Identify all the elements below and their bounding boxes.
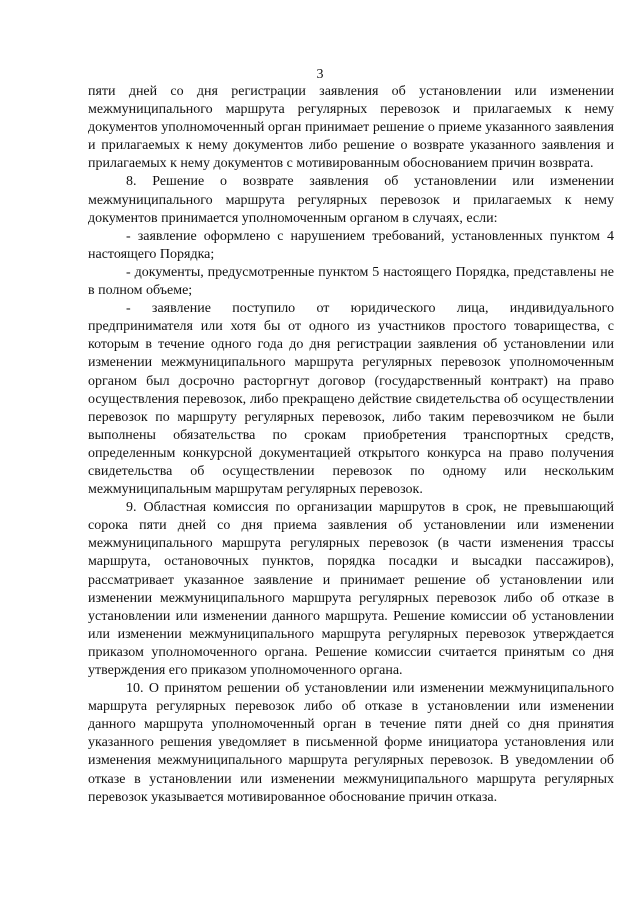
list-item-incomplete-documents: - документы, предусмотренные пунктом 5 настоящего Порядка, представлены не в полном объеме; xyxy=(88,264,614,299)
paragraph-item-10: 10. О принятом решении об установлении или изменении межмуниципального маршрута регулярных перевозок либо об отказе в установлении или изменении данного маршрута уполномоченный орган в течение пяти дней со дня принятия указанного решения уведомляет в письменной форме инициатора установления или изменения межмуниципального маршрута регулярных перевозок. В уведомлении об отказе в установлении или изменении межмуниципального маршрута регулярных перевозок указывается мотивированное обоснование причин отказа. xyxy=(88,681,614,805)
list-item-terminated-contract: - заявление поступило от юридического лица, индивидуального предпринимателя или хотя бы от одного из участников простого товарищества, с которым в течение одного года до дня регистрации заявления об установлении или изменении межмуниципального маршрута регулярных перевозок уполномоченным органом был досрочно расторгнут договор (государственный контракт) на право осуществления перевозок, либо прекращено действие свидетельства об осуществлении перевозок по маршруту регулярных перевозок, либо таким перевозчиком не были выполнены обязательства по срокам приобретения транспортных средств, определенным конкурсной документацией открытого конкурса на право получения свидетельства об осуществлении перевозок по одному или нескольким межмуниципальным маршрутам регулярных перевозок. xyxy=(88,301,614,498)
paragraph-continuation: пяти дней со дня регистрации заявления об установлении или изменении межмуниципального маршрута регулярных перевозок и прилагаемых к нему документов уполномоченный орган принимает решение о приеме указанного заявления и прилагаемых к нему документов либо решение о возврате указанного заявления и прилагаемых к нему документов с мотивированным обоснованием причин возврата. xyxy=(88,84,614,172)
document-body xyxy=(88,83,614,807)
page-number: 3 xyxy=(316,67,324,82)
paragraph-item-8: 8. Решение о возврате заявления об установлении или изменении межмуниципального маршрута регулярных перевозок и прилагаемых к нему документов принимается уполномоченным органом в случаях, если: xyxy=(88,174,614,226)
paragraph-item-9: 9. Областная комиссия по организации маршрутов в срок, не превышающий сорока пяти дней со дня приема заявления об установлении или изменении межмуниципального маршрута регулярных перевозок (в части изменения трассы маршрута, остановочных пунктов, порядка посадки и высадки пассажиров), рассматривает указанное заявление и принимает решение об установлении или изменении межмуниципального маршрута регулярных перевозок либо об отказе в установлении или изменении данного маршрута. Решение комиссии об установлении или изменении межмуниципального маршрута регулярных перевозок утверждается приказом уполномоченного органа. Решение комиссии считается принятым со дня утверждения его приказом уполномоченного органа. xyxy=(88,500,614,678)
list-item-format-violation: - заявление оформлено с нарушением требований, установленных пунктом 4 настоящего Порядка; xyxy=(88,228,614,262)
